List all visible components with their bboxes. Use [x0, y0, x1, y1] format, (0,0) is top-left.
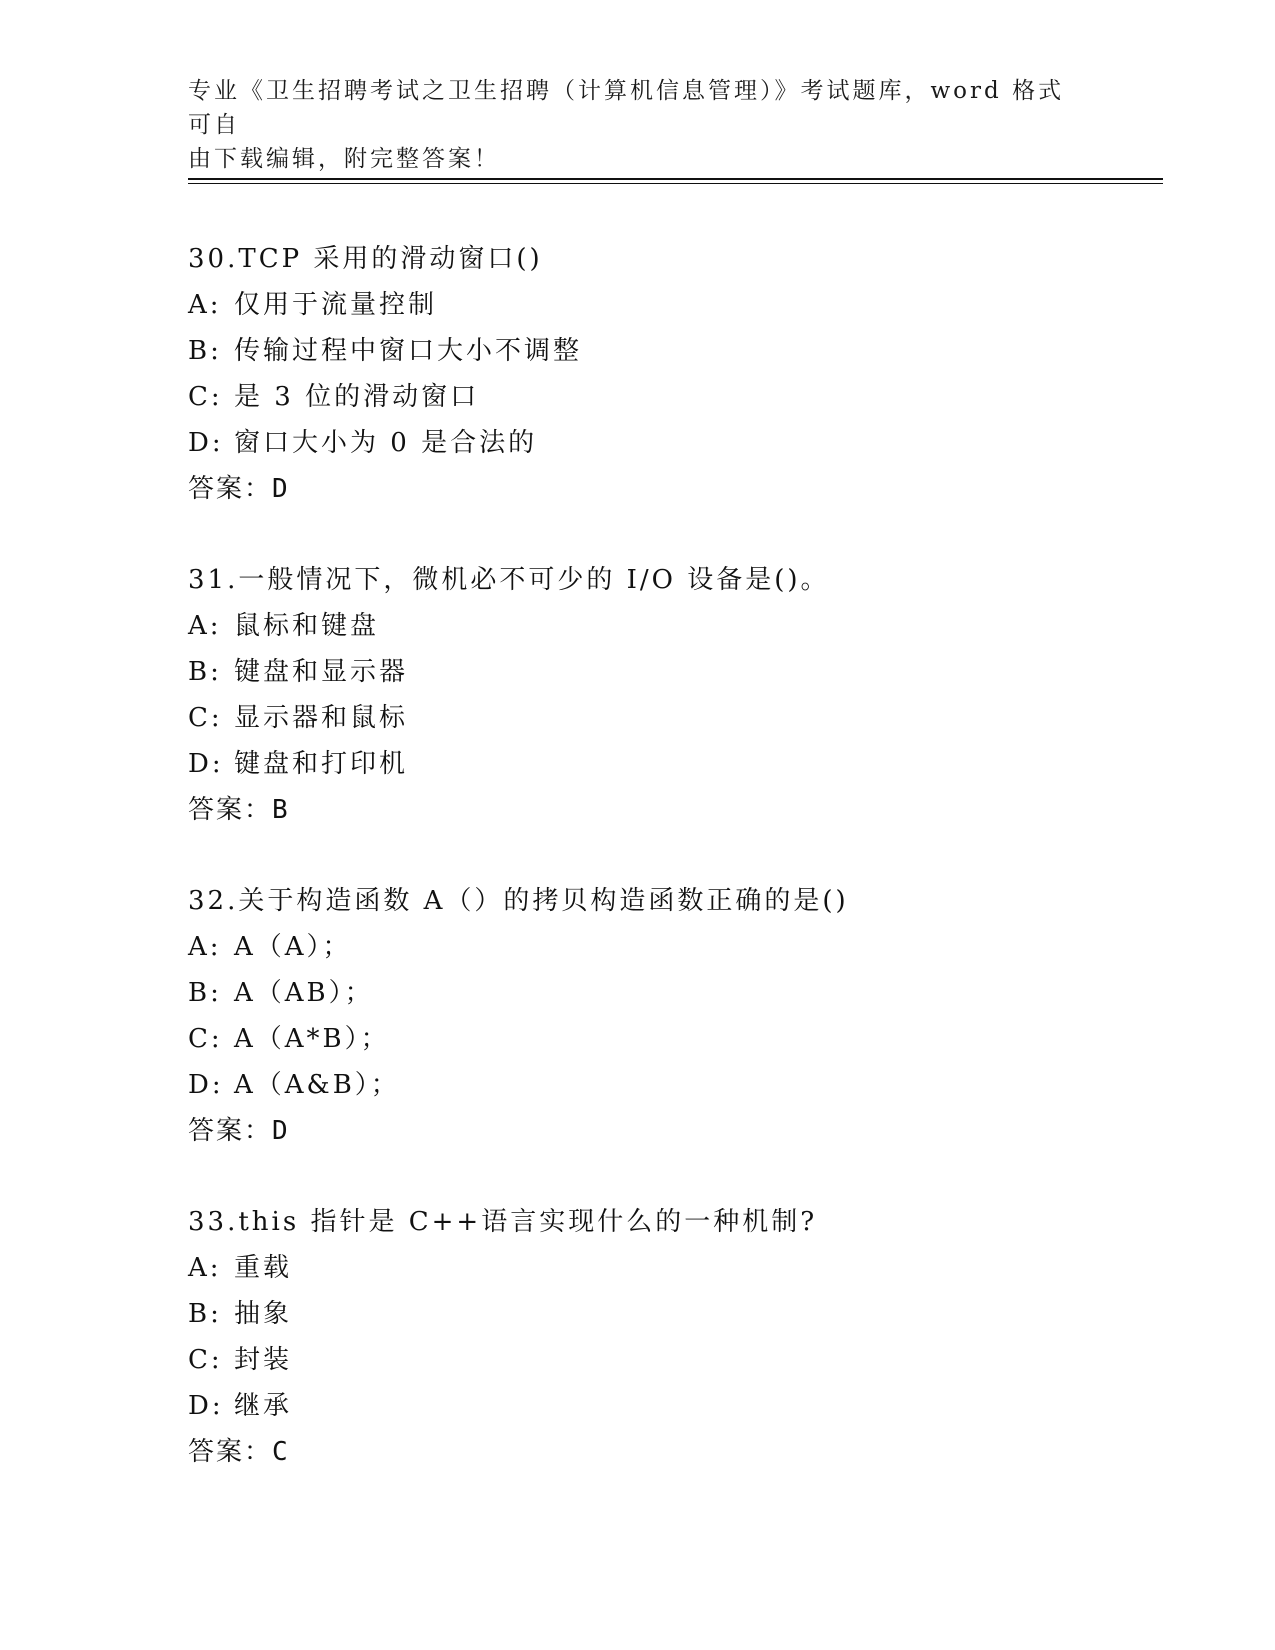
option-letter: D:	[188, 1070, 224, 1100]
option-text: 显示器和鼠标	[234, 703, 409, 733]
option-text: 是 3 位的滑动窗口	[234, 382, 480, 412]
option-text: A（A）；	[234, 932, 352, 962]
answer-line	[188, 1108, 1148, 1154]
option-a	[188, 282, 1148, 328]
option-text: 鼠标和键盘	[234, 611, 380, 641]
question-stem: 33.this 指针是 C++语言实现什么的一种机制?	[188, 1207, 818, 1237]
option-b	[188, 649, 1148, 695]
question-stem: 31.一般情况下，微机必不可少的 I/O 设备是()。	[188, 565, 830, 595]
option-letter: A:	[188, 1253, 222, 1283]
option-text: A（A&B）；	[234, 1070, 400, 1100]
option-text: 窗口大小为 0 是合法的	[234, 428, 538, 458]
option-letter: C:	[188, 382, 223, 412]
question-block	[188, 236, 1148, 512]
answer-line	[188, 1429, 1148, 1475]
option-a	[188, 924, 1148, 970]
option-letter: D:	[188, 749, 224, 779]
question-stem: 30.TCP 采用的滑动窗口()	[188, 244, 543, 274]
answer-label: 答案：	[188, 474, 273, 504]
question-stem: 32.关于构造函数 A（）的拷贝构造函数正确的是()	[188, 886, 849, 916]
answer-label: 答案：	[188, 1437, 273, 1467]
option-c	[188, 1016, 1148, 1062]
option-text: 键盘和打印机	[234, 749, 409, 779]
option-c	[188, 695, 1148, 741]
answer-line	[188, 787, 1148, 833]
answer-value: B	[272, 795, 290, 825]
option-text: 继承	[234, 1391, 293, 1421]
option-text: 封装	[234, 1345, 293, 1375]
answer-value: D	[272, 1116, 290, 1146]
question-block	[188, 1199, 1148, 1475]
question-block	[188, 878, 1148, 1154]
option-text: 重载	[234, 1253, 293, 1283]
header-line-2: 由下载编辑，附完整答案！	[188, 146, 500, 172]
option-letter: B:	[188, 978, 222, 1008]
option-text: A（AB）；	[234, 978, 374, 1008]
option-d	[188, 1383, 1148, 1429]
option-text: 仅用于流量控制	[234, 290, 438, 320]
option-text: A（A*B）；	[234, 1024, 390, 1054]
option-letter: C:	[188, 703, 223, 733]
answer-line	[188, 466, 1148, 512]
option-b	[188, 1291, 1148, 1337]
option-d	[188, 1062, 1148, 1108]
option-d	[188, 741, 1148, 787]
header-divider-thick	[188, 178, 1163, 180]
answer-value: D	[272, 474, 290, 504]
answer-label: 答案：	[188, 795, 273, 825]
option-text: 传输过程中窗口大小不调整	[234, 336, 583, 366]
option-a	[188, 603, 1148, 649]
option-letter: B:	[188, 336, 222, 366]
option-letter: D:	[188, 1391, 224, 1421]
option-letter: B:	[188, 657, 222, 687]
option-b	[188, 328, 1148, 374]
option-d	[188, 420, 1148, 466]
option-c	[188, 374, 1148, 420]
header-line-1: 专业《卫生招聘考试之卫生招聘（计算机信息管理）》考试题库，word 格式可自	[188, 78, 1065, 138]
option-letter: C:	[188, 1024, 223, 1054]
option-b	[188, 970, 1148, 1016]
option-letter: D:	[188, 428, 224, 458]
answer-label: 答案：	[188, 1116, 273, 1146]
option-text: 抽象	[234, 1299, 293, 1329]
question-block	[188, 557, 1148, 833]
option-letter: A:	[188, 611, 222, 641]
option-letter: B:	[188, 1299, 222, 1329]
option-letter: A:	[188, 290, 222, 320]
option-letter: A:	[188, 932, 222, 962]
option-a	[188, 1245, 1148, 1291]
answer-value: C	[272, 1437, 290, 1467]
option-c	[188, 1337, 1148, 1383]
document-header	[188, 74, 1068, 176]
option-letter: C:	[188, 1345, 223, 1375]
option-text: 键盘和显示器	[234, 657, 409, 687]
header-divider-thin	[188, 183, 1163, 184]
